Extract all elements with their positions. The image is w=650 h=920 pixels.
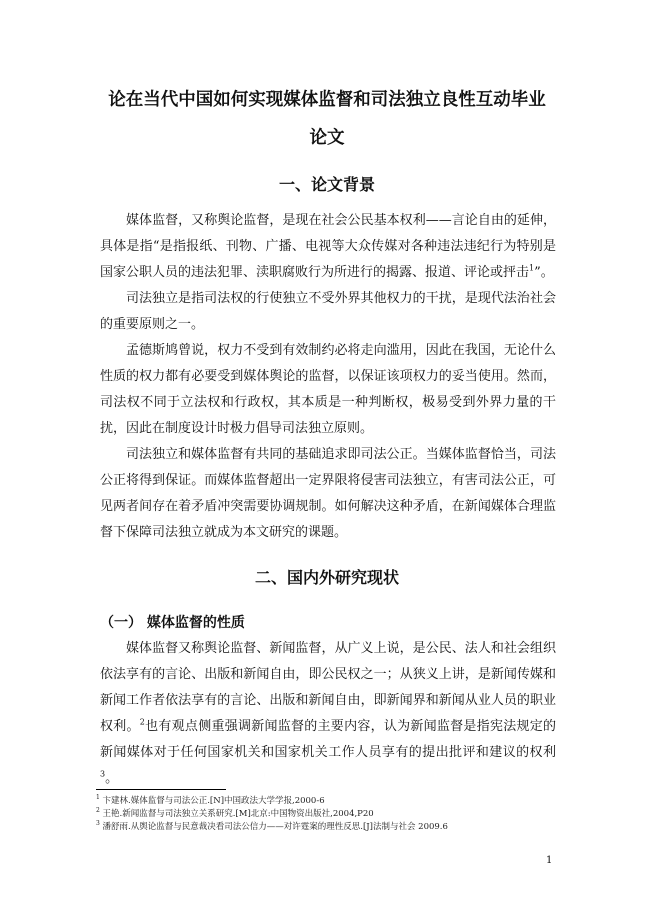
paragraph-nature-of-media-supervision: 媒体监督又称舆论监督、新闻监督，从广义上说，是公民、法人和社会组织依法享有的言论、出版和新闻自由，即公民权之一；从狭义上讲，是新闻传媒和新闻工作者依法享有的言论、出版和新闻自由，即新闻界和新闻从业人员的职业权利。$^2$也有观点侧重强调新闻监督的主要内容，认为新闻监督是指宪法规定的新闻媒体对于任何国家机关和国家机关工作人员享有的提出批评和建议的权利$^3$。 (100, 641, 556, 786)
subsection-heading-nature: （一） 媒体监督的性质 (100, 615, 245, 631)
page-number: 1 (546, 855, 553, 866)
footnote-ref-1: 1 (529, 263, 535, 273)
footnote-ref-3: 3 (100, 769, 106, 779)
footnote-ref-2: 2 (139, 717, 145, 727)
footnote-separator (96, 789, 226, 790)
footnote-2: $^2$ 王艳.新闻监督与司法独立关系研究.[M]北京:中国物资出版社,2004,P20 (96, 807, 374, 819)
paragraph-common-goal: 司法独立和媒体监督有共同的基础追求即司法公正。当媒体监督恰当，司法公正将得到保证。而媒体监督超出一定界限将侵害司法独立，有害司法公正，可见两者间存在着矛盾冲突需要协调规制。如何解决这种矛盾，在新闻媒体合理监督下保障司法独立就成为本文研究的课题。 (100, 447, 556, 540)
document-title-line-2: 论文 (309, 128, 345, 148)
paragraph-montesquieu: 孟德斯鸠曾说，权力不受到有效制约必将走向滥用，因此在我国，无论什么性质的权力都有必要受到媒体舆论的监督，以保证该项权力的妥当使用。然而，司法权不同于立法权和行政权，其本质是一种判断权，极易受到外界力量的干扰，因此在制度设计时极力倡导司法独立原则。 (100, 343, 556, 436)
footnote-3: $^3$ 潘舒雨.从舆论监督与民意裁决看司法公信力——对许霆案的理性反思.[J]法制与社会 2009.6 (96, 820, 448, 832)
footnotes (96, 795, 448, 834)
paragraph-judicial-independence: 司法独立是指司法权的行使独立不受外界其他权力的干扰，是现代法治社会的重要原则之一。 (100, 291, 556, 332)
document-title-line-1: 论在当代中国如何实现媒体监督和司法独立良性互动毕业 (108, 90, 546, 110)
footnote-1: $^1$ 卞建林.媒体监督与司法公正.[N]中国政法大学学报,2000-6 (96, 794, 325, 806)
section-heading-research-status: 二、国内外研究现状 (254, 568, 399, 587)
paragraph-media-supervision-definition: 媒体监督，又称舆论监督，是现在社会公民基本权利——言论自由的延伸，具体是指“是指报纸、刊物、广播、电视等大众传媒对各种违法违纪行为特别是国家公职人员的违法犯罪、渎职腐败行为所进行的揭露、报道、评论或抨击$^1$”。 (100, 213, 556, 280)
section-heading-background: 一、论文背景 (278, 175, 375, 194)
